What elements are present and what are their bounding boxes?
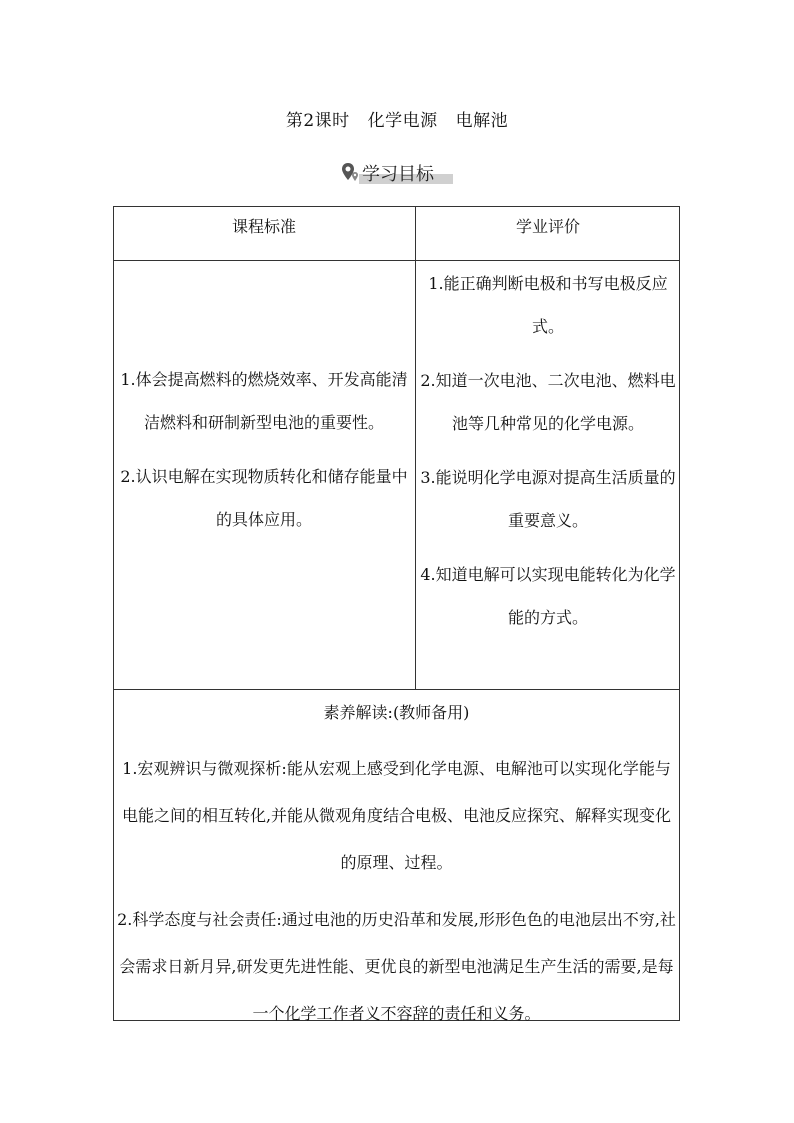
table-column-divider: [415, 206, 416, 690]
learning-goals-banner: [341, 160, 455, 186]
header-course-standard: 课程标准: [231, 217, 296, 236]
location-pin-icon: [341, 162, 363, 184]
evaluation-item-4: 4.知道电解可以实现电能转化为化学能的方式。: [420, 565, 676, 627]
banner-label: 学习目标: [362, 164, 434, 185]
literacy-item-1: 1.宏观辨识与微观探析:能从宏观上感受到化学电源、电解池可以实现化学能与电能之间的相互转化,并能从微观角度结合电极、电池反应探究、解释实现变化的原理、过程。: [121, 759, 672, 872]
academic-evaluation-cell: [418, 262, 678, 639]
lesson-topic-electrolysis: 电解池: [455, 111, 509, 131]
table-literacy-divider: [113, 689, 680, 690]
lesson-topic-battery: 化学电源: [367, 111, 438, 131]
evaluation-item-3: 3.能说明化学电源对提高生活质量的重要意义。: [420, 468, 676, 530]
page-title: [0, 106, 794, 131]
evaluation-item-1: 1.能正确判断电极和书写电极反应式。: [428, 274, 668, 336]
lesson-number: 第2课时: [285, 111, 350, 131]
standard-item-2: 2.认识电解在实现物质转化和储存能量中的具体应用。: [120, 467, 408, 529]
literacy-interpretation-cell: [116, 691, 677, 1037]
literacy-heading: 素养解读:(教师备用): [323, 703, 470, 722]
header-academic-evaluation: 学业评价: [515, 217, 580, 236]
literacy-item-2: 2.科学态度与社会责任:通过电池的历史沿革和发展,形形色色的电池层出不穷,社会需求日新月异,研发更先进性能、更优良的新型电池满足生产生活的需要,是每一个化学工作者义不容辞的责任和义务。: [117, 910, 676, 1023]
table-header-divider: [113, 260, 680, 261]
evaluation-item-2: 2.知道一次电池、二次电池、燃料电池等几种常见的化学电源。: [420, 371, 676, 433]
course-standard-cell: [115, 358, 413, 541]
standard-item-1: 1.体会提高燃料的燃烧效率、开发高能清洁燃料和研制新型电池的重要性。: [120, 370, 408, 432]
